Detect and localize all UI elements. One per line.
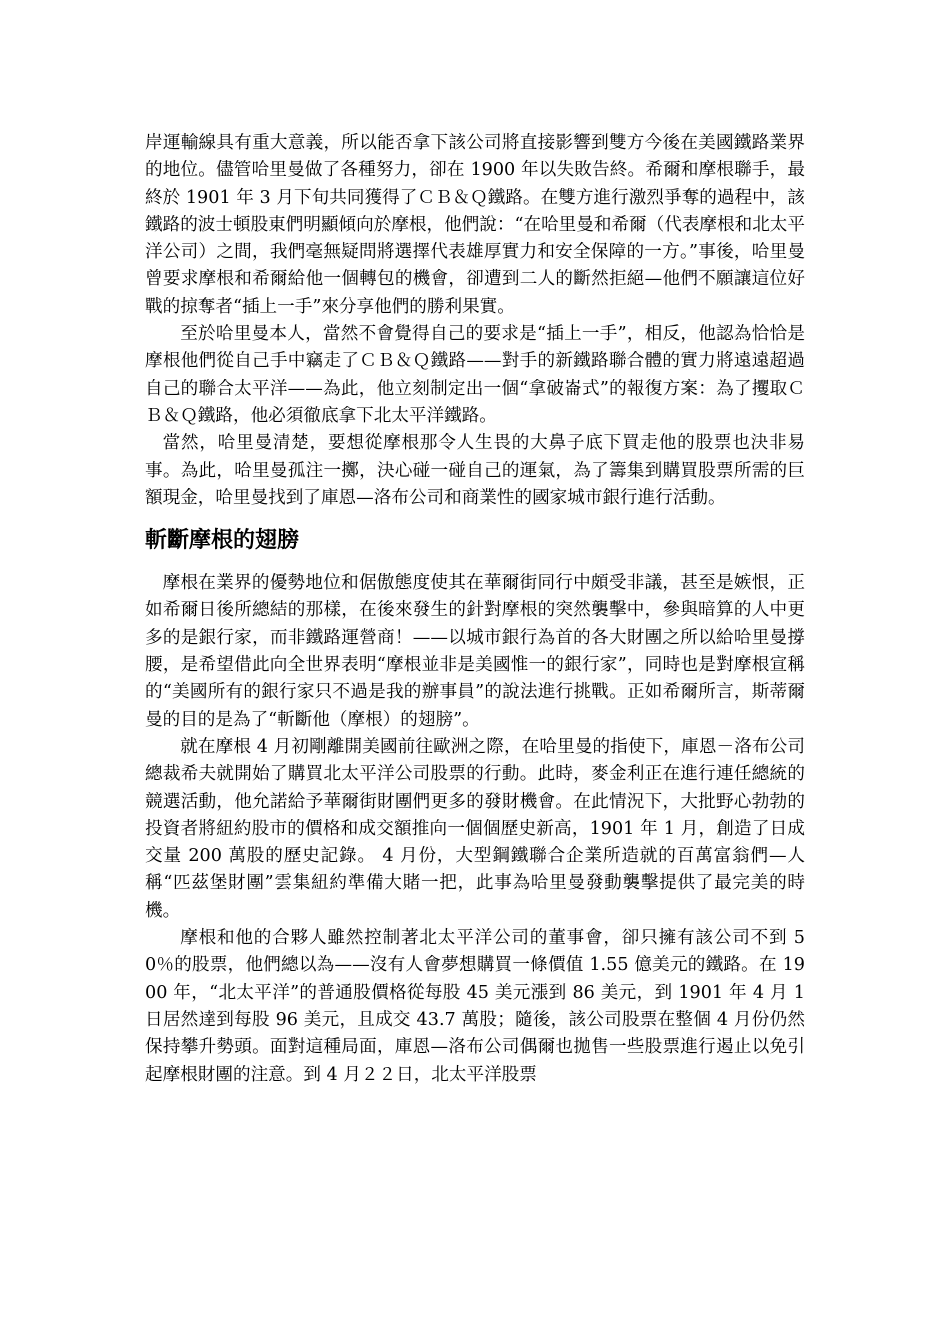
paragraph-harriman-funding: 當然，哈里曼清楚，要想從摩根那令人生畏的大鼻子底下買走他的股票也決非易事。為此，哈里曼孤注一擲，決心碰一碰自己的運氣，為了籌集到購買股票所需的巨額現金，哈里曼找到了庫恩—洛布公司和商業性的國家城市銀行進行活動。 xyxy=(145,433,805,508)
document-page xyxy=(145,130,805,1089)
paragraph-northern-pacific-shares: 摩根和他的合夥人雖然控制著北太平洋公司的董事會，卻只擁有該公司不到 50％的股票，他們總以為——沒有人會夢想購買一條價值 1.55 億美元的鐵路。在 1900 年，“北太平洋”的普通股價格從每股 45 美元漲到 86 美元，到 1901 年 4 月 1 日居然達到每股 96 美元，且成交 43.7 萬股；隨後，該公司股票在整個 4 月份仍然保持攀升勢頭。面對這種局面，庫恩—洛布公司偶爾也拋售一些股票進行遏止以免引起摩根財團的注意。到 4 月２２日，北太平洋股票 xyxy=(145,928,805,1085)
section-heading: 斬斷摩根的翅膀 xyxy=(145,528,300,554)
paragraph-harriman-revenge-plan: 至於哈里曼本人，當然不會覺得自己的要求是“插上一手”，相反，他認為恰恰是摩根他們從自己手中竊走了ＣＢ＆Ｑ鐵路——對手的新鐵路聯合體的實力將遠遠超過自己的聯合太平洋——為此，他立刻制定出一個“拿破崙式”的報復方案：為了攫取ＣＢ＆Ｑ鐵路，他必須徹底拿下北太平洋鐵路。 xyxy=(145,324,805,426)
paragraph-stock-purchase-start: 就在摩根 4 月初剛離開美國前往歐洲之際，在哈里曼的指使下，庫恩－洛布公司總裁希夫就開始了購買北太平洋公司股票的行動。此時，麥金利正在進行連任總統的競選活動，他允諾給予華爾街財團們更多的發財機會。在此情況下，大批野心勃勃的投資者將紐約股市的價格和成交額推向一個個歷史新高，1901 年 1 月，創造了日成交量 200 萬股的歷史記錄。 4 月份，大型鋼鐵聯合企業所造就的百萬富翁們—人稱“匹茲堡財團”雲集紐約準備大賭一把，此事為哈里曼發動襲擊提供了最完美的時機。 xyxy=(145,736,805,921)
paragraph-harriman-cbq-contest: 岸運輸線具有重大意義，所以能否拿下該公司將直接影響到雙方今後在美國鐵路業界的地位。儘管哈里曼做了各種努力，卻在 1900 年以失敗告終。希爾和摩根聯手，最終於 1901 年 3 月下旬共同獲得了ＣＢ＆Ｑ鐵路。在雙方進行激烈爭奪的過程中，該鐵路的波士頓股東們明顯傾向於摩根，他們說：“在哈里曼和希爾（代表摩根和北太平洋公司）之間，我們毫無疑問將選擇代表雄厚實力和安全保障的一方。”事後，哈里曼曾要求摩根和希爾給他一個轉包的機會，卻遭到二人的斷然拒絕—他們不願讓這位好戰的掠奪者“插上一手”來分享他們的勝利果實。 xyxy=(145,133,805,317)
paragraph-morgan-resentment: 摩根在業界的優勢地位和倨傲態度使其在華爾街同行中頗受非議，甚至是嫉恨，正如希爾日後所總結的那樣，在後來發生的針對摩根的突然襲擊中，參與暗算的人中更多的是銀行家，而非鐵路運營商！——以城市銀行為首的各大財團之所以給哈里曼撐腰，是希望借此向全世界表明“摩根並非是美國惟一的銀行家”，同時也是對摩根宣稱的“美國所有的銀行家只不過是我的辦事員”的說法進行挑戰。正如希爾所言，斯蒂爾曼的目的是為了“斬斷他（摩根）的翅膀”。 xyxy=(145,573,805,730)
